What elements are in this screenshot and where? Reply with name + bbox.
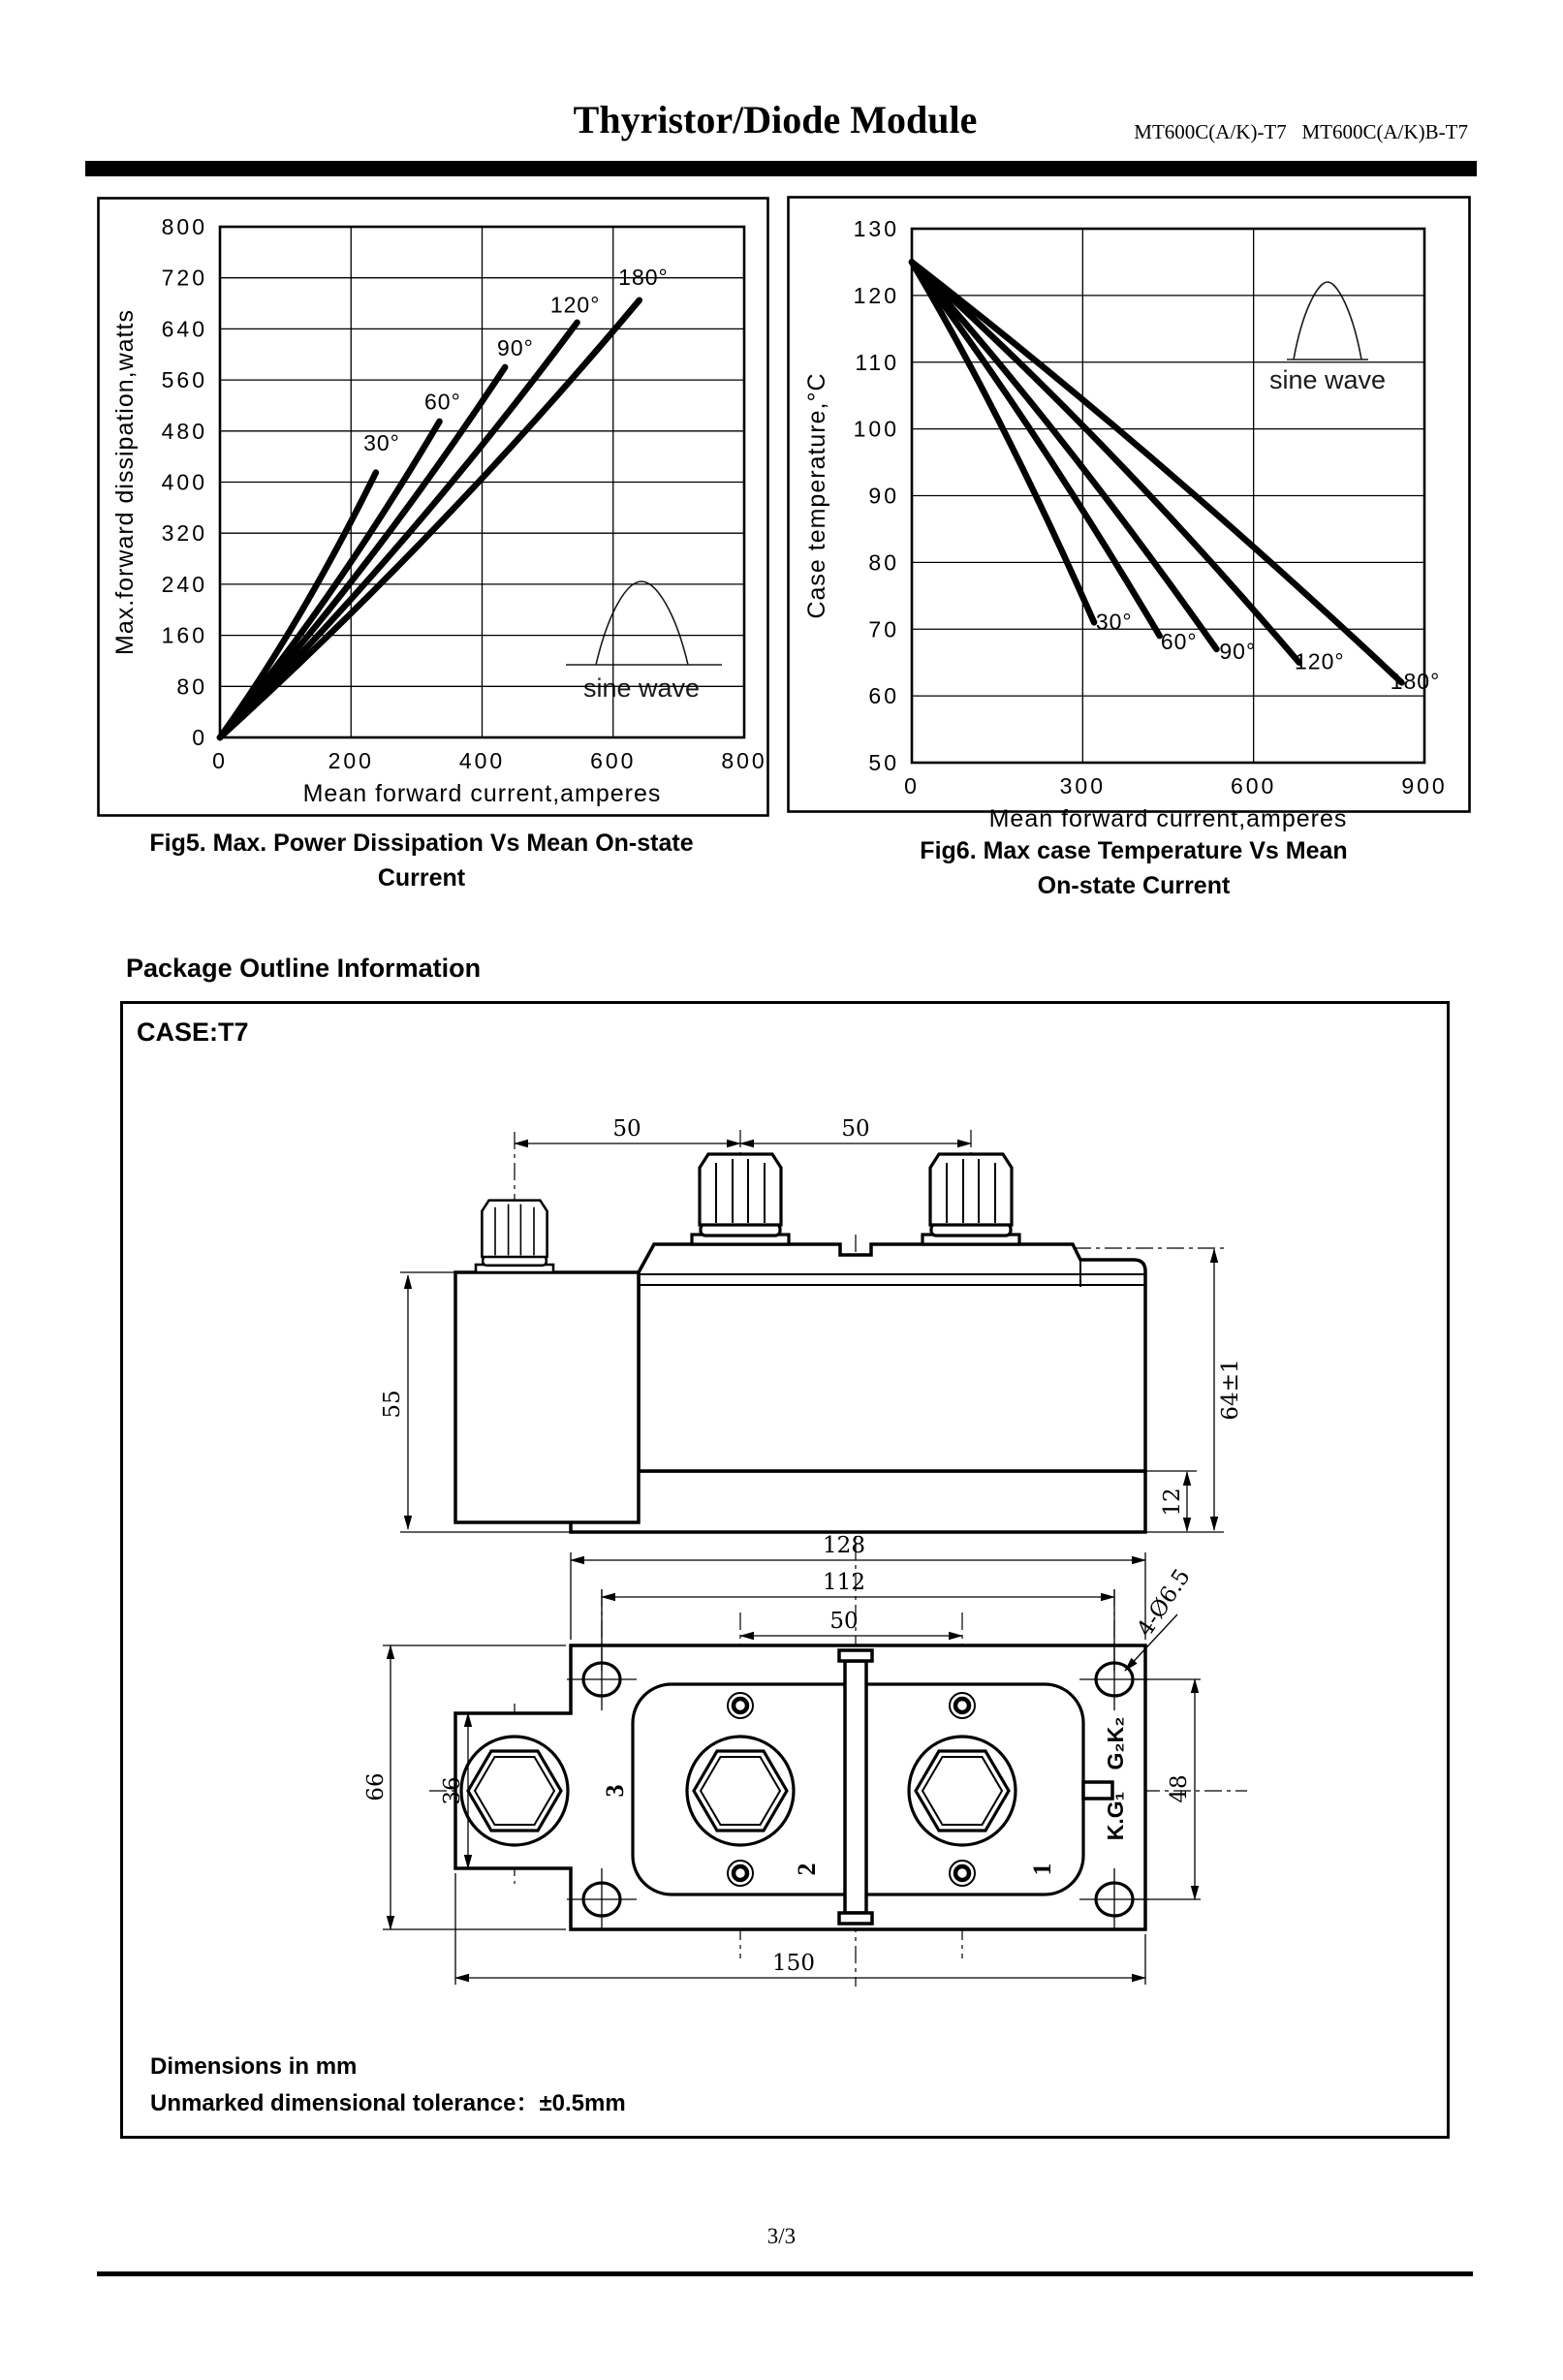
- page-title: Thyristor/Diode Module: [573, 98, 978, 141]
- terminal-1-number: 1: [1028, 1863, 1056, 1876]
- y-tick-label: 720: [161, 265, 207, 291]
- header-rule: [85, 161, 1477, 176]
- dim-55-label: 55: [380, 1390, 405, 1419]
- sine-wave-label: sine wave: [582, 673, 701, 703]
- sine-wave-icon: [1269, 282, 1386, 394]
- y-tick-label: 80: [868, 549, 899, 576]
- y-tick-label: 560: [161, 367, 207, 393]
- sine-wave-icon: [566, 581, 722, 703]
- y-tick-label: 240: [161, 571, 207, 597]
- y-tick-label: 480: [161, 418, 207, 444]
- y-axis-title: Max.forward dissipation,watts: [111, 309, 139, 655]
- x-tick-label: 200: [328, 748, 374, 773]
- series-label: 180°: [1390, 669, 1441, 695]
- series-label: 60°: [423, 389, 461, 415]
- y-tick-label: 0: [192, 725, 207, 750]
- fig6-caption-line2: On-state Current: [1037, 872, 1231, 899]
- y-tick-label: 320: [161, 520, 207, 547]
- series-curve-60°: [912, 262, 1160, 636]
- part-numbers: MT600C(A/K)-T7 MT600C(A/K)B-T7: [1134, 120, 1468, 143]
- gate-label-lower: K.G₁: [1103, 1791, 1128, 1841]
- series-label: 120°: [549, 292, 601, 318]
- y-tick-label: 100: [853, 416, 899, 442]
- bolt-terminal-2: [692, 1154, 789, 1244]
- dim-48-label: 48: [1167, 1774, 1192, 1803]
- x-tick-label: 800: [721, 748, 767, 773]
- terminal-2-number: 2: [793, 1863, 821, 1876]
- x-tick-label: 600: [1230, 773, 1277, 799]
- series-label: 120°: [1294, 648, 1345, 674]
- dim-50-left-label: 50: [612, 1116, 641, 1142]
- package-outline-box: [120, 1001, 1450, 2139]
- dim-128-label: 128: [823, 1533, 865, 1558]
- dim-64-label: 64±1: [1218, 1359, 1243, 1421]
- fig6-caption: [824, 833, 1444, 903]
- y-tick-label: 90: [868, 483, 899, 509]
- y-tick-label: 640: [161, 316, 207, 342]
- series-label: 30°: [1095, 609, 1133, 635]
- note-tolerance: Unmarked dimensional tolerance：±0.5mm: [150, 2090, 626, 2116]
- gate-label-upper: G₂K₂: [1103, 1716, 1128, 1770]
- x-tick-label: 600: [590, 748, 637, 773]
- y-tick-label: 110: [855, 349, 899, 375]
- y-tick-label: 70: [868, 616, 899, 642]
- bolt-terminal-1: [922, 1154, 1019, 1244]
- series-label: 60°: [1160, 628, 1198, 654]
- x-tick-label: 900: [1401, 773, 1448, 799]
- terminal-3-number: 3: [601, 1784, 629, 1798]
- y-tick-label: 50: [868, 750, 899, 775]
- hole-callout-label: 4-Ø6.5: [1132, 1564, 1196, 1642]
- x-tick-label: 400: [458, 748, 506, 773]
- series-curve-120°: [912, 262, 1299, 665]
- series-curve-30°: [220, 473, 376, 737]
- fig5-power-dissipation-chart: [97, 197, 769, 817]
- package-outline-drawing: [123, 1004, 1447, 2136]
- package-outline-heading: Package Outline Information: [126, 954, 482, 983]
- x-tick-label: 0: [904, 773, 920, 799]
- fig5-caption: [92, 826, 751, 895]
- divider-cap-bottom: [839, 1913, 872, 1924]
- fig5-caption-line1: Fig5. Max. Power Dissipation Vs Mean On-state: [149, 830, 694, 857]
- dim-36-label: 36: [440, 1776, 465, 1805]
- base-plate: [571, 1471, 1145, 1532]
- fig5-caption-line2: Current: [377, 864, 466, 892]
- bottom-view: [363, 1533, 1247, 1987]
- y-axis-title: Case temperature,°C: [803, 372, 830, 619]
- series-curve-180°: [912, 262, 1401, 682]
- y-tick-label: 120: [853, 282, 899, 308]
- dim-12-label: 12: [1160, 1488, 1185, 1517]
- dim-66-label: 66: [363, 1772, 389, 1801]
- sine-wave-label: sine wave: [1268, 365, 1387, 394]
- footer-rule: [97, 2271, 1473, 2276]
- series-label: 90°: [1219, 639, 1257, 665]
- y-tick-label: 800: [161, 214, 207, 239]
- dim-150-label: 150: [772, 1951, 815, 1976]
- y-tick-label: 80: [176, 673, 207, 700]
- fig6-caption-line1: Fig6. Max case Temperature Vs Mean: [920, 837, 1348, 864]
- dim-112-label: 112: [823, 1570, 865, 1595]
- x-tick-label: 300: [1059, 773, 1107, 799]
- note-dimensions: Dimensions in mm: [150, 2053, 358, 2080]
- bolt-terminal-3: [476, 1201, 553, 1272]
- center-divider-bar: [845, 1661, 866, 1913]
- y-tick-label: 60: [868, 683, 899, 709]
- divider-cap-top: [839, 1650, 872, 1661]
- x-tick-label: 0: [212, 748, 228, 773]
- module-body: [639, 1244, 1145, 1471]
- page-number: 3/3: [766, 2224, 797, 2248]
- fig6-case-temperature-chart: [787, 196, 1471, 832]
- side-view: [380, 1116, 1243, 1547]
- left-terminal-block: [455, 1272, 639, 1522]
- x-axis-title: Mean forward current,amperes: [988, 805, 1348, 832]
- y-tick-label: 130: [853, 216, 899, 241]
- x-axis-title: Mean forward current,amperes: [302, 780, 662, 807]
- dim-50-right-label: 50: [841, 1116, 870, 1142]
- series-label: 90°: [497, 335, 534, 361]
- drawing-notes: [150, 2049, 626, 2122]
- dim-50-bottom-label: 50: [829, 1609, 859, 1634]
- series-label: 180°: [618, 264, 669, 290]
- case-type-label: CASE:T7: [137, 1018, 249, 1047]
- series-label: 30°: [363, 430, 400, 456]
- y-tick-label: 400: [161, 469, 207, 495]
- y-tick-label: 160: [161, 622, 207, 648]
